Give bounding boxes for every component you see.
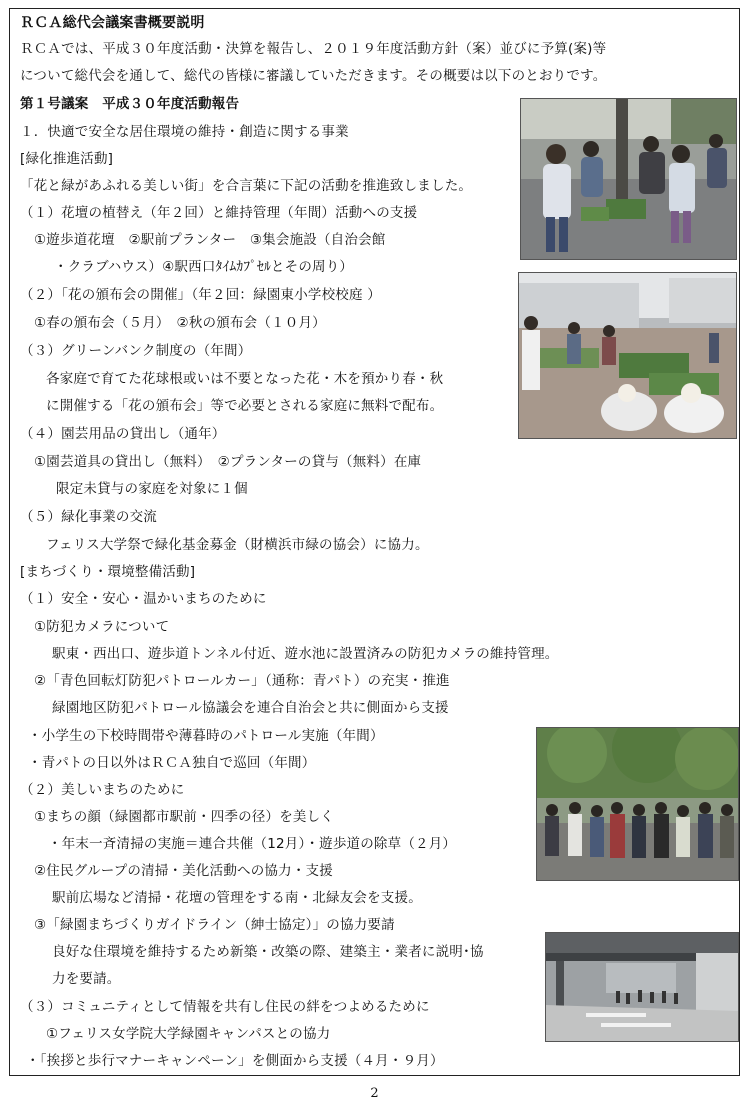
town-line: ・青パトの日以外はＲＣＡ独自で巡回（年間） — [28, 755, 316, 771]
town-line: ・年末一斉清掃の実施＝連合共催（12月）・遊歩道の除草（２月） — [48, 836, 457, 852]
section1-title: １．快適で安全な居住環境の維持・創造に関する事業 — [20, 124, 349, 140]
photo-flower-distribution — [518, 272, 737, 439]
town-line: ①防犯カメラについて — [34, 619, 170, 635]
photo-station-plaza — [545, 932, 739, 1042]
greening-line: ①春の頒布会（５月） ②秋の頒布会（１０月） — [34, 315, 326, 331]
greening-lead: 「花と緑があふれる美しい街」を合言葉に下記の活動を推進致しました。 — [20, 178, 473, 194]
document-title: ＲＣＡ総代会議案書概要説明 — [20, 15, 205, 31]
photo-cleanup-group — [536, 727, 739, 881]
greening-line: 各家庭で育てた花球根或いは不要となった花・木を預かり春・秋 — [46, 371, 444, 387]
town-line: ②住民グループの清掃・美化活動への協力・支援 — [34, 863, 333, 879]
town-line: ②「青色回転灯防犯パトロールカー」（通称：青パト）の充実・推進 — [34, 673, 450, 689]
town-line: 駅東・西出口、遊歩道トンネル付近、遊水池に設置済みの防犯カメラの維持管理。 — [52, 646, 559, 662]
town-line: ・「挨拶と歩行マナーキャンペーン」を側面から支援（４月・９月） — [26, 1053, 444, 1069]
intro-line-1: ＲＣＡでは、平成３０年度活動・決算を報告し、２０１９年度活動方針（案）並びに予算(案)等 — [20, 41, 607, 57]
greening-line: （３）グリーンバンク制度の（年間） — [20, 343, 252, 359]
photo-flower-planting — [520, 98, 737, 260]
greening-line: ・クラブハウス）④駅西口ﾀｲﾑｶﾌﾟｾﾙとその周り） — [54, 259, 354, 275]
greening-line: （４）園芸用品の貸出し（通年） — [20, 426, 226, 442]
greening-line: （５）緑化事業の交流 — [20, 509, 157, 525]
greening-line: フェリス大学祭で緑化基金募金（財横浜市緑の協会）に協力。 — [46, 537, 429, 553]
page-number: 2 — [370, 1086, 379, 1101]
greening-line: （１）花壇の植替え（年２回）と維持管理（年間）活動への支援 — [20, 205, 418, 221]
greening-line: に開催する「花の頒布会」等で必要とされる家庭に無料で配布。 — [46, 398, 444, 414]
greening-line: 限定未貸与の家庭を対象に１個 — [56, 481, 248, 497]
town-line: ①フェリス女学院大学緑園キャンパスとの協力 — [46, 1026, 331, 1042]
town-line: 駅前広場など清掃・花壇の管理をする南・北緑友会を支援。 — [52, 890, 422, 906]
town-line: 力を要請。 — [52, 971, 121, 987]
greening-line: ①園芸道具の貸出し（無料） ②プランターの貸与（無料）在庫 — [34, 454, 422, 470]
town-line: 緑園地区防犯パトロール協議会を連合自治会と共に側面から支援 — [52, 700, 449, 716]
town-line: ①まちの顔（緑園都市駅前・四季の径）を美しく — [34, 809, 335, 825]
town-line: ・小学生の下校時間帯や薄暮時のパトロール実施（年間） — [28, 728, 384, 744]
greening-heading: [緑化推進活動] — [20, 151, 114, 167]
town-line: （２）美しいまちのために — [20, 782, 185, 798]
town-line: （１）安全・安心・温かいまちのために — [20, 591, 267, 607]
greening-line: ①遊歩道花壇 ②駅前プランター ③集会施設（自治会館 — [34, 232, 386, 248]
agenda-title: 第１号議案 平成３０年度活動報告 — [20, 96, 240, 112]
town-line: ③「緑園まちづくりガイドライン（紳士協定）」の協力要請 — [34, 917, 395, 933]
town-heading: [まちづくり・環境整備活動] — [20, 564, 196, 580]
town-line: 良好な住環境を維持するため新築・改築の際、建築主・業者に説明･協 — [52, 944, 484, 960]
intro-line-2: について総代会を通して、総代の皆様に審議していただきます。その概要は以下のとおりです。 — [20, 68, 607, 84]
town-line: （３）コミュニティとして情報を共有し住民の絆をつよめるために — [20, 999, 430, 1015]
greening-line: （２）「花の頒布会の開催」（年２回：緑園東小学校校庭 ） — [20, 287, 381, 303]
